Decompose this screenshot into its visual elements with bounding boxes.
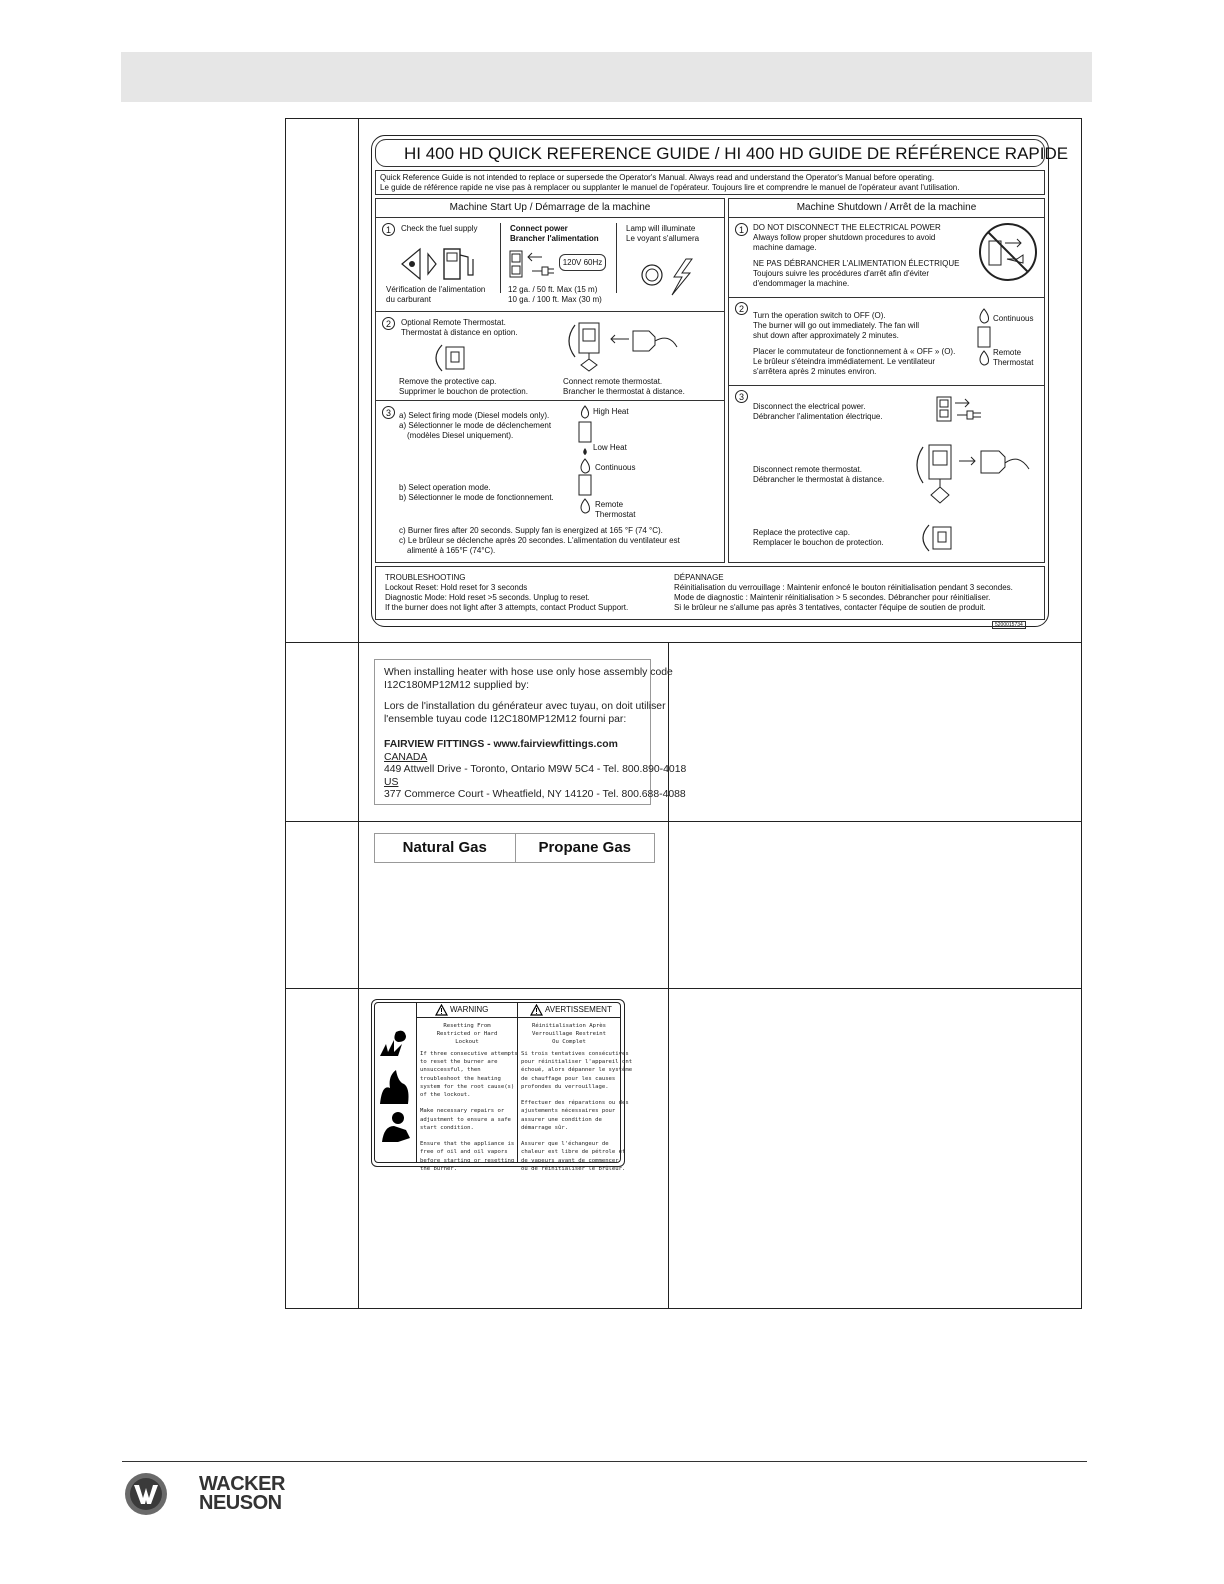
- operation-mode-en: b) Select operation mode.: [399, 483, 491, 492]
- startup-step3-number: 3: [382, 406, 395, 419]
- startup-step1-number: 1: [382, 223, 395, 236]
- fuel-check-fr-2: du carburant: [386, 295, 431, 304]
- troubleshooting-en-2: Diagnostic Mode: Hold reset >5 seconds. Unplug to reset.: [385, 593, 590, 602]
- shutdown3-disc-en: Disconnect the electrical power.: [753, 402, 866, 411]
- hose-canada-address: 449 Attwell Drive - Toronto, Ontario M9W 5C4 - Tel. 800.890-4018: [384, 764, 687, 775]
- shutdown-step1-number: 1: [735, 223, 748, 236]
- remote-label-1: Remote: [595, 500, 624, 509]
- hose-l2: I12C180MP12M12 supplied by:: [384, 680, 529, 691]
- lamp-lightning-icon: [638, 257, 698, 297]
- hose-l4: l'ensemble tuyau code I12C180MP12M12 fourni par:: [384, 714, 627, 725]
- shutdown2-l4: Placer le commutateur de fonctionnement à « OFF » (O).: [753, 347, 956, 356]
- continuous-label: Continuous: [595, 463, 636, 472]
- part-number: 5200015734: [992, 621, 1026, 629]
- low-heat-label: Low Heat: [593, 443, 627, 452]
- shutdown1-l5: Toujours suivre les procédures d'arrêt afin d'éviter: [753, 269, 930, 278]
- row-divider-2: [286, 821, 1081, 822]
- shutdown1-l4: NE PAS DÉBRANCHER L'ALIMENTATION ÉLECTRIQUE: [753, 259, 960, 268]
- col-divider-2: [668, 642, 669, 1308]
- page-header-band: [121, 52, 1092, 102]
- brand-wordmark: [199, 1475, 285, 1513]
- wacker-neuson-logo-icon: [124, 1472, 168, 1516]
- hose-l3: Lors de l'installation du générateur avec tuyau, on doit utiliser: [384, 701, 666, 712]
- startup-heading: Machine Start Up / Démarrage de la machine: [376, 199, 724, 218]
- burner-fires-fr-2: alimenté à 165°F (74°C).: [407, 546, 496, 555]
- remove-cap-en: Remove the protective cap.: [399, 377, 497, 386]
- troubleshooting-en-3: If the burner does not light after 3 attempts, contact Product Support.: [385, 603, 629, 612]
- hose-us: US: [384, 777, 399, 788]
- fuel-check-fr-1: Vérification de l'alimentation: [386, 285, 486, 294]
- shutdown-divider-1: [729, 297, 1044, 298]
- step-divider-2: [376, 400, 724, 401]
- step-divider-1: [376, 311, 724, 312]
- disconnect-thermostat-icon: [909, 439, 1034, 509]
- depannage-heading: DÉPANNAGE: [674, 573, 724, 582]
- hose-company: FAIRVIEW FITTINGS - www.fairviewfittings.com: [384, 739, 618, 750]
- shutdown2-l2: The burner will go out immediately. The fan will: [753, 321, 919, 330]
- warning-triangle-icon: [435, 1004, 448, 1016]
- firing-mode-fr-2: (modèles Diesel uniquement).: [407, 431, 514, 440]
- fuel-pump-icon: [398, 241, 490, 287]
- burner-fires-en: c) Burner fires after 20 seconds. Supply fan is energized at 165 °F (74 °C).: [399, 526, 663, 535]
- shutdown3-disc-fr: Débrancher l'alimentation électrique.: [753, 412, 883, 421]
- avertissement-triangle-icon: [530, 1004, 543, 1016]
- shutdown-step2-number: 2: [735, 302, 748, 315]
- warning-label: [371, 999, 633, 1172]
- high-heat-label: High Heat: [593, 407, 629, 416]
- row-divider-1: [286, 642, 1081, 643]
- gas-type-label: [374, 833, 655, 863]
- connect-power-en: Connect power: [510, 224, 568, 233]
- cord-spec-2: 10 ga. / 100 ft. Max (30 m): [508, 295, 602, 304]
- depannage-fr-2: Mode de diagnostic : Maintenir réinitialisation > 5 secondes. Débrancher pour réinitialiser.: [674, 593, 991, 602]
- warning-header-rule: [416, 1017, 621, 1018]
- shutdown2-l3: shut down after approximately 2 minutes.: [753, 331, 899, 340]
- protective-cap-icon: [428, 341, 468, 375]
- warning-fr-body: Si trois tentatives consécutives pour réinitialiser l'appareil ont échoué, alors dépanner le système de chauffage pour les causes profondes du verrouillage. Effectuer des réparations ou des ajustements nécessaires pour assurer une condition de démarrage sûr. Assurer que l'échangeur de chaleur est libre de pétrole et de vapeurs avant de commencer ou de réinitialiser le brûleur.: [521, 1051, 633, 1172]
- depannage-fr-1: Réinitialisation du verrouillage : Maintenir enfoncé le bouton réinitialisation pendant 3 secondes.: [674, 583, 1013, 592]
- fuel-check-en: Check the fuel supply: [401, 224, 478, 233]
- off-switch-icon: [975, 307, 995, 367]
- row-divider-3: [286, 988, 1081, 989]
- burner-fires-fr-1: c) Le brûleur se déclenche après 20 secondes. L'alimentation du ventilateur est: [399, 536, 680, 545]
- startup-step2-number: 2: [382, 317, 395, 330]
- brand-line-1: WACKER: [199, 1473, 285, 1495]
- startup-panel: [375, 198, 725, 563]
- footer-rule: [122, 1461, 1087, 1462]
- col-divider-1: [358, 119, 359, 1308]
- qr-disclaimer-fr: Le guide de référence rapide ne vise pas à remplacer ou supplanter le manuel de l'opérateur. Toujours lire et comprendre le manuel de l'opérateur avant l'utilisation.: [380, 183, 960, 192]
- troubleshooting-box: [375, 566, 1045, 620]
- step1-divider-b: [616, 223, 617, 293]
- shutdown1-l2: Always follow proper shutdown procedures to avoid: [753, 233, 936, 242]
- firing-mode-en: a) Select firing mode (Diesel models only).: [399, 411, 550, 420]
- firing-mode-fr-1: a) Sélectionner le mode de déclenchement: [399, 421, 552, 430]
- replace-cap-icon: [915, 521, 955, 555]
- qr-title-box: [375, 139, 1069, 167]
- warning-icon-divider: [416, 1002, 417, 1163]
- warning-fr-title: Réinitialisation Après Verrouillage Restreint Ou Complet: [531, 1023, 607, 1046]
- hose-us-address: 377 Commerce Court - Wheatfield, NY 14120 - Tel. 800.688-4088: [384, 789, 686, 800]
- step1-divider-a: [500, 223, 501, 293]
- connect-thermostat-en: Connect remote thermostat.: [563, 377, 663, 386]
- power-plug-icon: [508, 247, 558, 281]
- shutdown-divider-2: [729, 385, 1044, 386]
- shutdown2-l1: Turn the operation switch to OFF (O).: [753, 311, 886, 320]
- brand-line-2: NEUSON: [199, 1492, 282, 1514]
- avertissement-heading: AVERTISSEMENT: [545, 1005, 612, 1014]
- connect-thermostat-icon: [561, 319, 681, 375]
- remote-label-2: Thermostat: [595, 510, 636, 519]
- shutdown1-l3: machine damage.: [753, 243, 817, 252]
- qr-disclaimer-en: Quick Reference Guide is not intended to replace or supersede the Operator's Manual. Always read and understand the Operator's Manual before operating.: [380, 173, 935, 182]
- depannage-fr-3: Si le brûleur ne s'allume pas après 3 tentatives, contacter l'équipe de soutien de produit.: [674, 603, 986, 612]
- cord-spec-1: 12 ga. / 50 ft. Max (15 m): [508, 285, 598, 294]
- shutdown-step3-number: 3: [735, 390, 748, 403]
- lamp-en: Lamp will illuminate: [626, 224, 696, 233]
- shutdown-heading: Machine Shutdown / Arrêt de la machine: [729, 199, 1044, 218]
- shutdown3-therm-fr: Débrancher le thermostat à distance.: [753, 475, 885, 484]
- shutdown3-cap-fr: Remplacer le bouchon de protection.: [753, 538, 884, 547]
- shutdown2-l6: s'arrêtera après 2 minutes environ.: [753, 367, 877, 376]
- shutdown-remote-2: Thermostat: [993, 358, 1034, 367]
- warning-heading: WARNING: [450, 1005, 489, 1014]
- hose-canada: CANADA: [384, 752, 428, 763]
- troubleshooting-en-1: Lockout Reset: Hold reset for 3 seconds: [385, 583, 528, 592]
- warning-en-body: If three consecutive attempts to reset the burner are unsuccessful, then troubleshoot the heating system for the root cause(s) of the lockout. Make necessary repairs or adjustment to ensure a safe start condition. Ensure that the appliance is free of oil and oil vapors before starting or resetting the burner.: [420, 1051, 518, 1172]
- opt-thermostat-en: Optional Remote Thermostat.: [401, 318, 506, 327]
- hazard-pictogram-icon: [376, 1026, 414, 1146]
- opt-thermostat-fr: Thermostat à distance en option.: [401, 328, 518, 337]
- hose-l1: When installing heater with hose use only hose assembly code: [384, 667, 673, 678]
- lamp-fr: Le voyant s'allumera: [626, 234, 700, 243]
- hose-assembly-label: [374, 659, 687, 805]
- qr-disclaimer-box: [375, 170, 1045, 195]
- unplug-icon: [935, 395, 985, 423]
- no-unplug-icon: [977, 221, 1039, 283]
- connect-thermostat-fr: Brancher le thermostat à distance.: [563, 387, 685, 396]
- quick-reference-label: [371, 135, 1069, 628]
- shutdown-remote-1: Remote: [993, 348, 1022, 357]
- shutdown2-l5: Le brûleur s'éteindra immédiatement. Le ventilateur: [753, 357, 936, 366]
- shutdown3-cap-en: Replace the protective cap.: [753, 528, 850, 537]
- propane-gas-cell: Propane Gas: [538, 839, 632, 856]
- shutdown1-l6: d'endommager la machine.: [753, 279, 850, 288]
- label-table: [285, 118, 1082, 1309]
- connect-power-fr: Brancher l'alimentation: [510, 234, 599, 243]
- shutdown-panel: [728, 198, 1045, 563]
- natural-gas-cell: Natural Gas: [375, 834, 516, 862]
- remove-cap-fr: Supprimer le bouchon de protection.: [399, 387, 528, 396]
- shutdown1-l1: DO NOT DISCONNECT THE ELECTRICAL POWER: [753, 223, 941, 232]
- warning-en-title: Resetting From Restricted or Hard Lockout: [436, 1023, 498, 1046]
- operation-mode-fr: b) Sélectionner le mode de fonctionnement.: [399, 493, 554, 502]
- shutdown3-therm-en: Disconnect remote thermostat.: [753, 465, 862, 474]
- qr-title: HI 400 HD QUICK REFERENCE GUIDE / HI 400 HD GUIDE DE RÉFÉRENCE RAPIDE: [404, 144, 1069, 163]
- voltage-badge: 120V 60Hz: [559, 254, 606, 271]
- troubleshooting-heading: TROUBLESHOOTING: [385, 573, 466, 582]
- shutdown-continuous-label: Continuous: [993, 314, 1034, 323]
